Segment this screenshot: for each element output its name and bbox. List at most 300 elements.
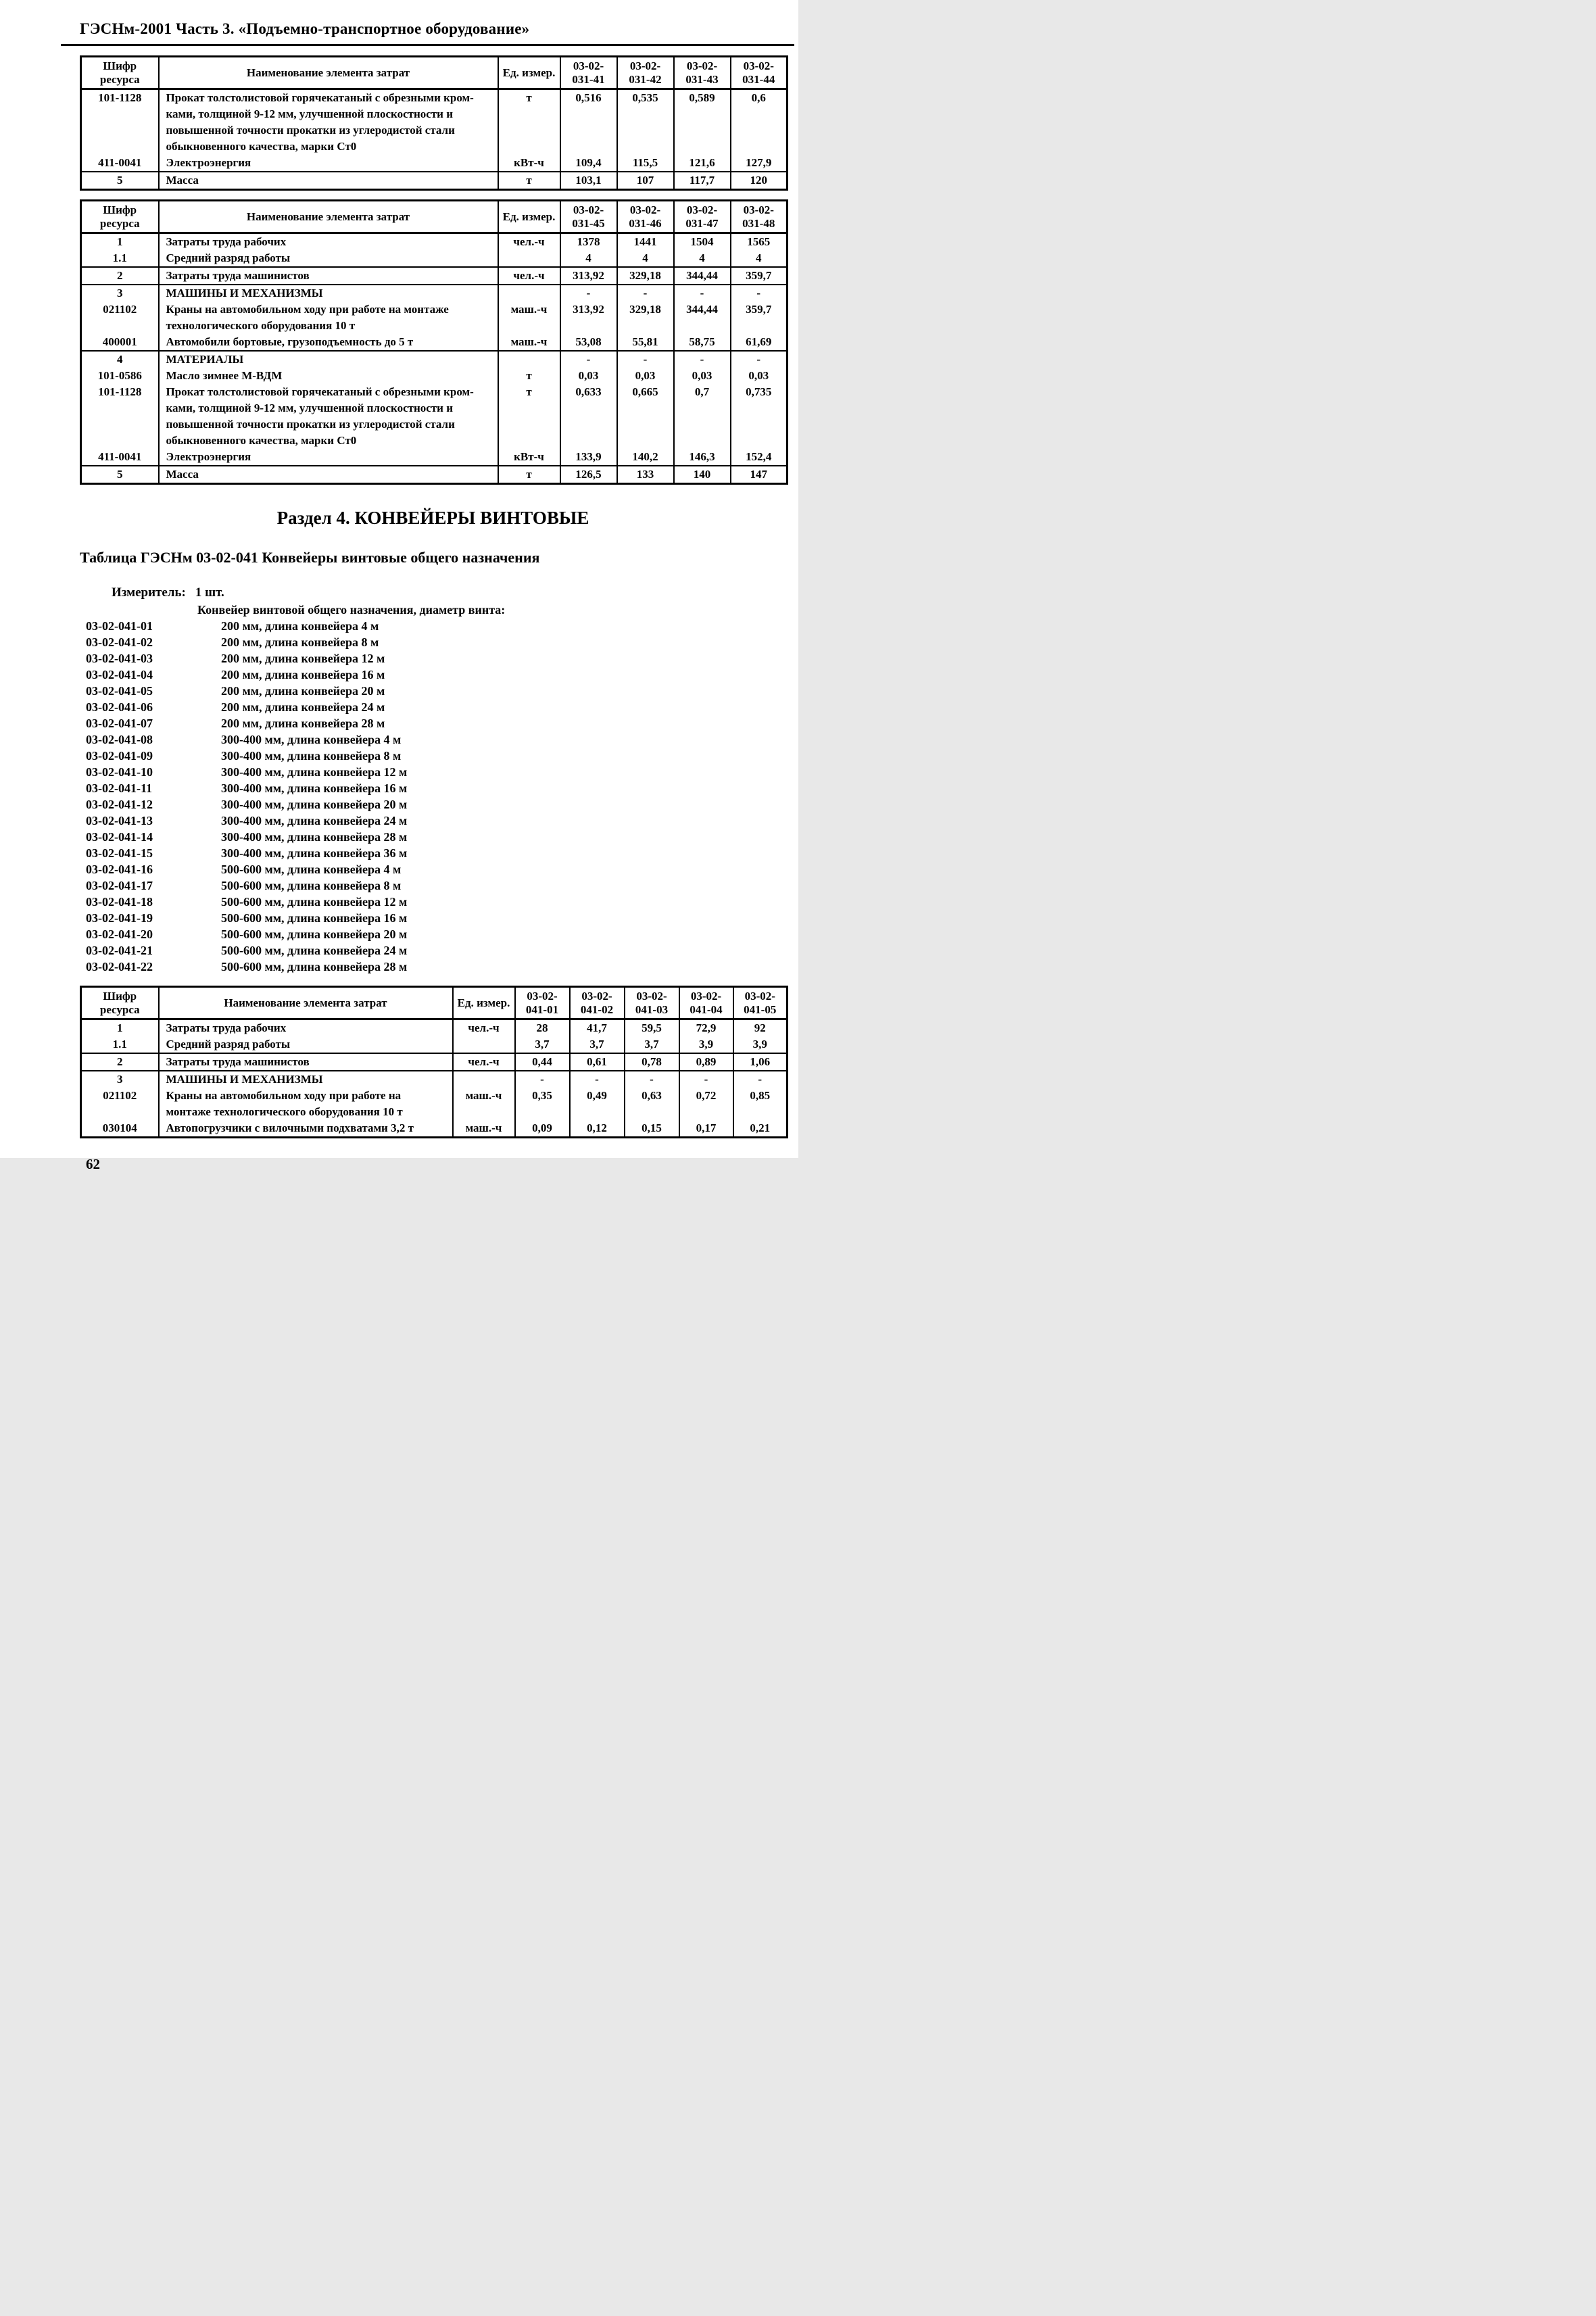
unit-cell [498,318,560,334]
resource-code-cell: 1 [81,233,159,251]
value-cell: 28 [515,1019,570,1037]
resource-code-cell [81,139,159,155]
cost-name-cell: обыкновенного качества, марки Ст0 [159,139,498,155]
value-cell: 0,09 [515,1120,570,1138]
value-cell [674,318,731,334]
table-row [81,1053,788,1071]
table-row [81,1088,788,1104]
resource-code-cell: 2 [81,1053,159,1071]
item-description: 200 мм, длина конвейера 4 м [221,619,379,633]
value-cell: 4 [674,250,731,267]
value-cell: 1378 [560,233,617,251]
item-code: 03-02-041-22 [86,960,153,973]
resource-code-cell: 3 [81,285,159,301]
value-cell: - [733,1071,788,1088]
list-item [80,667,798,683]
item-code: 03-02-041-13 [86,814,153,827]
norm-code-line1: 03-02- [686,203,718,216]
document-page [0,0,798,1172]
value-cell: 0,7 [674,384,731,400]
value-cell [570,1104,625,1120]
item-code: 03-02-041-03 [86,652,153,665]
item-description: 300-400 мм, длина конвейера 36 м [221,846,408,860]
value-cell: 3,7 [570,1036,625,1053]
table-row [81,122,788,139]
table-row [81,449,788,466]
value-cell: 152,4 [731,449,788,466]
resource-code-cell: 101-0586 [81,368,159,384]
item-code: 03-02-041-20 [86,927,153,941]
value-cell [731,106,788,122]
value-cell: 313,92 [560,301,617,318]
value-cell: 0,17 [679,1120,733,1138]
value-cell: 0,6 [731,89,788,107]
value-cell: 126,5 [560,466,617,484]
resource-code-cell [81,122,159,139]
norm-code-line2: 031-42 [629,72,662,86]
value-cell: 117,7 [674,172,731,190]
value-cell: 0,44 [515,1053,570,1071]
value-cell: 3,7 [625,1036,679,1053]
header-unit: Ед. измер. [453,987,515,1019]
unit-cell [498,416,560,433]
cost-table-slot-1 [80,55,798,191]
value-cell: 313,92 [560,267,617,285]
header-resource-code: Шифр ресурса [81,57,159,89]
resource-code-cell: 2 [81,267,159,285]
unit-cell [498,250,560,267]
list-item [80,634,798,650]
norm-code-line1: 03-02- [629,59,661,72]
value-cell: 4 [617,250,674,267]
item-code: 03-02-041-19 [86,911,153,925]
item-description: 500-600 мм, длина конвейера 12 м [221,895,408,909]
unit-cell: кВт-ч [498,449,560,466]
table-row [81,1019,788,1037]
norm-code-line2: 031-46 [629,216,662,230]
cost-name-cell: Прокат толстолистовой горячекатаный с обрезными кром- [159,89,498,107]
value-cell: - [560,351,617,368]
value-cell: 146,3 [674,449,731,466]
resource-code-cell [81,416,159,433]
cost-name-cell: МАТЕРИАЛЫ [159,351,498,368]
unit-cell [453,1036,515,1053]
meter-label: Измеритель: [112,585,186,600]
list-item [80,829,798,845]
list-item [80,796,798,813]
value-cell: 55,81 [617,334,674,351]
meter-value: 1 шт. [195,585,224,600]
value-cell [617,122,674,139]
table-row [81,368,788,384]
value-cell [674,122,731,139]
value-cell: 344,44 [674,267,731,285]
unit-cell: чел.-ч [498,267,560,285]
norm-code-line2: 041-02 [580,1003,614,1016]
value-cell [733,1104,788,1120]
list-item [80,731,798,748]
value-cell [560,318,617,334]
table-title: Таблица ГЭСНм 03-02-041 Конвейеры винтовые общего назначения [80,549,540,566]
header-cost-name: Наименование элемента затрат [159,57,498,89]
header-norm-code [674,57,731,89]
cost-name-cell: Краны на автомобильном ходу при работе на [159,1088,453,1104]
item-code: 03-02-041-05 [86,684,153,698]
table-row [81,433,788,449]
norm-code-line1: 03-02- [744,989,775,1003]
resource-code-cell: 021102 [81,1088,159,1104]
cost-name-cell: Масса [159,172,498,190]
unit-cell: чел.-ч [453,1019,515,1037]
norm-code-line1: 03-02- [686,59,718,72]
unit-cell [498,285,560,301]
value-cell: - [731,285,788,301]
cost-name-cell: Автопогрузчики с вилочными подхватами 3,2 т [159,1120,453,1138]
table-row [81,155,788,172]
table-head [81,987,788,1019]
table-row [81,172,788,190]
value-cell: 0,63 [625,1088,679,1104]
cost-table-031-45-48 [80,199,788,485]
value-cell: 1504 [674,233,731,251]
cost-name-cell: ками, толщиной 9-12 мм, улучшенной плоскостности и [159,106,498,122]
value-cell: 359,7 [731,301,788,318]
value-cell: 109,4 [560,155,617,172]
item-description: 300-400 мм, длина конвейера 4 м [221,733,402,746]
unit-cell: чел.-ч [453,1053,515,1071]
header-norm-code [617,201,674,233]
value-cell: - [617,351,674,368]
value-cell [617,139,674,155]
value-cell [625,1104,679,1120]
value-cell: - [674,285,731,301]
cost-name-cell: Краны на автомобильном ходу при работе на монтаже [159,301,498,318]
list-item [80,618,798,634]
table-head-row [81,987,788,1019]
cost-name-cell: Масло зимнее М-ВДМ [159,368,498,384]
header-resource-code: Шифр ресурса [81,987,159,1019]
item-description: 200 мм, длина конвейера 28 м [221,717,385,730]
table-row [81,1071,788,1088]
list-item [80,748,798,764]
cost-name-cell: Электроэнергия [159,155,498,172]
norm-code-line1: 03-02- [743,59,774,72]
cost-table-slot-2 [80,199,798,485]
list-item [80,942,798,959]
list-item [80,780,798,796]
cost-name-cell: Затраты труда рабочих [159,1019,453,1037]
unit-cell: т [498,172,560,190]
unit-cell: маш.-ч [453,1088,515,1104]
value-cell: 329,18 [617,301,674,318]
header-norm-code [674,201,731,233]
value-cell: 53,08 [560,334,617,351]
list-item [80,894,798,910]
list-item [80,926,798,942]
value-cell: 61,69 [731,334,788,351]
value-cell [560,416,617,433]
resource-code-cell [81,400,159,416]
value-cell [731,318,788,334]
value-cell: 0,72 [679,1088,733,1104]
value-cell [674,416,731,433]
header-norm-code [515,987,570,1019]
conveyor-list [80,618,798,975]
value-cell [731,433,788,449]
norm-code-line2: 041-04 [690,1003,723,1016]
resource-code-cell: 1.1 [81,1036,159,1053]
resource-code-cell: 101-1128 [81,89,159,107]
unit-cell: маш.-ч [453,1120,515,1138]
value-cell [617,106,674,122]
value-cell: 0,633 [560,384,617,400]
value-cell: - [674,351,731,368]
header-cost-name: Наименование элемента затрат [159,201,498,233]
value-cell: - [731,351,788,368]
resource-code-cell: 400001 [81,334,159,351]
table-body [81,1019,788,1138]
value-cell: 0,78 [625,1053,679,1071]
list-item [80,910,798,926]
item-description: 500-600 мм, длина конвейера 16 м [221,911,408,925]
item-code: 03-02-041-10 [86,765,153,779]
cost-name-cell: ками, толщиной 9-12 мм, улучшенной плоскостности и [159,400,498,416]
list-item [80,877,798,894]
item-description: 200 мм, длина конвейера 24 м [221,700,385,714]
resource-code-cell: 5 [81,172,159,190]
value-cell: 0,03 [560,368,617,384]
table-row [81,318,788,334]
unit-cell: т [498,466,560,484]
header-norm-code [560,201,617,233]
value-cell: - [515,1071,570,1088]
value-cell [560,433,617,449]
value-cell [560,122,617,139]
norm-code-line1: 03-02- [690,989,722,1003]
unit-cell [453,1071,515,1088]
conveyor-list-intro: Конвейер винтовой общего назначения, диаметр винта: [197,603,506,617]
item-code: 03-02-041-18 [86,895,153,909]
list-item [80,813,798,829]
list-item [80,845,798,861]
table-row [81,89,788,107]
value-cell [515,1104,570,1120]
unit-cell [498,400,560,416]
unit-cell: т [498,368,560,384]
resource-code-cell: 1.1 [81,250,159,267]
unit-cell [453,1104,515,1120]
table-head [81,201,788,233]
resource-code-cell [81,433,159,449]
norm-code-line2: 041-03 [635,1003,669,1016]
cost-name-cell: Автомобили бортовые, грузоподъемность до 5 т [159,334,498,351]
unit-cell: т [498,384,560,400]
item-code: 03-02-041-17 [86,879,153,892]
table-row [81,400,788,416]
unit-cell [498,433,560,449]
item-code: 03-02-041-08 [86,733,153,746]
table-row [81,233,788,251]
header-cost-name: Наименование элемента затрат [159,987,453,1019]
resource-code-cell: 030104 [81,1120,159,1138]
cost-name-cell: Затраты труда машинистов [159,1053,453,1071]
value-cell: 0,03 [674,368,731,384]
resource-code-cell: 021102 [81,301,159,318]
item-code: 03-02-041-11 [86,781,152,795]
item-description: 500-600 мм, длина конвейера 4 м [221,863,402,876]
list-item [80,715,798,731]
unit-cell [498,139,560,155]
cost-name-cell: МАШИНЫ И МЕХАНИЗМЫ [159,1071,453,1088]
item-code: 03-02-041-21 [86,944,153,957]
cost-name-cell: Прокат толстолистовой горячекатаный с обрезными кром- [159,384,498,400]
value-cell: 3,7 [515,1036,570,1053]
item-description: 500-600 мм, длина конвейера 28 м [221,960,408,973]
item-description: 200 мм, длина конвейера 12 м [221,652,385,665]
value-cell [731,139,788,155]
unit-cell [498,122,560,139]
cost-name-cell: Электроэнергия [159,449,498,466]
value-cell: 0,589 [674,89,731,107]
header-norm-code [733,987,788,1019]
norm-code-line1: 03-02- [573,203,604,216]
item-description: 500-600 мм, длина конвейера 24 м [221,944,408,957]
item-code: 03-02-041-04 [86,668,153,681]
value-cell: 344,44 [674,301,731,318]
list-item [80,764,798,780]
header-rule [61,44,794,46]
resource-code-cell: 411-0041 [81,155,159,172]
table-head [81,57,788,89]
table-row [81,267,788,285]
value-cell: 0,35 [515,1088,570,1104]
norm-code-line1: 03-02- [581,989,612,1003]
cost-name-cell: технологического оборудования 10 т [159,318,498,334]
value-cell: 127,9 [731,155,788,172]
item-description: 300-400 мм, длина конвейера 16 м [221,781,408,795]
value-cell: 133,9 [560,449,617,466]
cost-table-031-41-44 [80,55,788,191]
value-cell [617,416,674,433]
item-description: 500-600 мм, длина конвейера 20 м [221,927,408,941]
table-body [81,233,788,484]
value-cell: 92 [733,1019,788,1037]
resource-code-cell [81,1104,159,1120]
item-code: 03-02-041-14 [86,830,153,844]
value-cell: 3,9 [679,1036,733,1053]
header-unit: Ед. измер. [498,57,560,89]
table-row [81,1120,788,1138]
value-cell: 3,9 [733,1036,788,1053]
value-cell: 0,516 [560,89,617,107]
header-norm-code [731,201,788,233]
unit-cell [498,106,560,122]
item-description: 300-400 мм, длина конвейера 8 м [221,749,402,763]
table-body [81,89,788,190]
unit-cell: т [498,89,560,107]
cost-name-cell: повышенной точности прокатки из углеродистой стали [159,416,498,433]
value-cell: 115,5 [617,155,674,172]
value-cell [674,433,731,449]
value-cell: 0,15 [625,1120,679,1138]
header-resource-code: Шифр ресурса [81,201,159,233]
value-cell: 0,49 [570,1088,625,1104]
value-cell: - [679,1071,733,1088]
norm-code-line1: 03-02- [629,203,661,216]
table-row [81,1104,788,1120]
value-cell: 359,7 [731,267,788,285]
cost-name-cell: Масса [159,466,498,484]
value-cell: - [625,1071,679,1088]
norm-code-line1: 03-02- [527,989,558,1003]
header-norm-code [625,987,679,1019]
cost-name-cell: повышенной точности прокатки из углеродистой стали [159,122,498,139]
table-row [81,285,788,301]
value-cell: 0,665 [617,384,674,400]
header-norm-code [617,57,674,89]
norm-code-line2: 031-45 [572,216,605,230]
cost-name-cell: МАШИНЫ И МЕХАНИЗМЫ [159,285,498,301]
value-cell: 41,7 [570,1019,625,1037]
norm-code-line2: 031-44 [742,72,775,86]
value-cell: 120 [731,172,788,190]
value-cell: - [570,1071,625,1088]
table-row [81,351,788,368]
item-code: 03-02-041-09 [86,749,153,763]
cost-name-cell: Затраты труда машинистов [159,267,498,285]
table-row [81,384,788,400]
value-cell: - [617,285,674,301]
norm-code-line1: 03-02- [573,59,604,72]
value-cell: 0,21 [733,1120,788,1138]
item-description: 300-400 мм, длина конвейера 12 м [221,765,408,779]
resource-code-cell: 4 [81,351,159,368]
cost-table-slot-3 [80,986,798,1138]
value-cell: 103,1 [560,172,617,190]
value-cell: 4 [731,250,788,267]
resource-code-cell: 3 [81,1071,159,1088]
norm-code-line2: 031-47 [685,216,719,230]
value-cell [560,106,617,122]
list-item [80,959,798,975]
unit-cell: кВт-ч [498,155,560,172]
value-cell: 72,9 [679,1019,733,1037]
item-description: 200 мм, длина конвейера 8 м [221,635,379,649]
value-cell: 0,12 [570,1120,625,1138]
header-norm-code [679,987,733,1019]
value-cell: 0,735 [731,384,788,400]
header-norm-code [731,57,788,89]
item-code: 03-02-041-15 [86,846,153,860]
value-cell: 0,85 [733,1088,788,1104]
value-cell: 1441 [617,233,674,251]
value-cell [617,400,674,416]
norm-code-line2: 031-41 [572,72,605,86]
resource-code-cell: 5 [81,466,159,484]
value-cell: 140,2 [617,449,674,466]
cost-table-041-01-05 [80,986,788,1138]
resource-code-cell: 101-1128 [81,384,159,400]
value-cell [731,122,788,139]
item-code: 03-02-041-02 [86,635,153,649]
item-description: 500-600 мм, длина конвейера 8 м [221,879,402,892]
table-row [81,466,788,484]
value-cell: 140 [674,466,731,484]
item-code: 03-02-041-07 [86,717,153,730]
value-cell: 0,03 [617,368,674,384]
header-norm-code [570,987,625,1019]
section-heading: Раздел 4. КОНВЕЙЕРЫ ВИНТОВЫЕ [276,508,589,528]
